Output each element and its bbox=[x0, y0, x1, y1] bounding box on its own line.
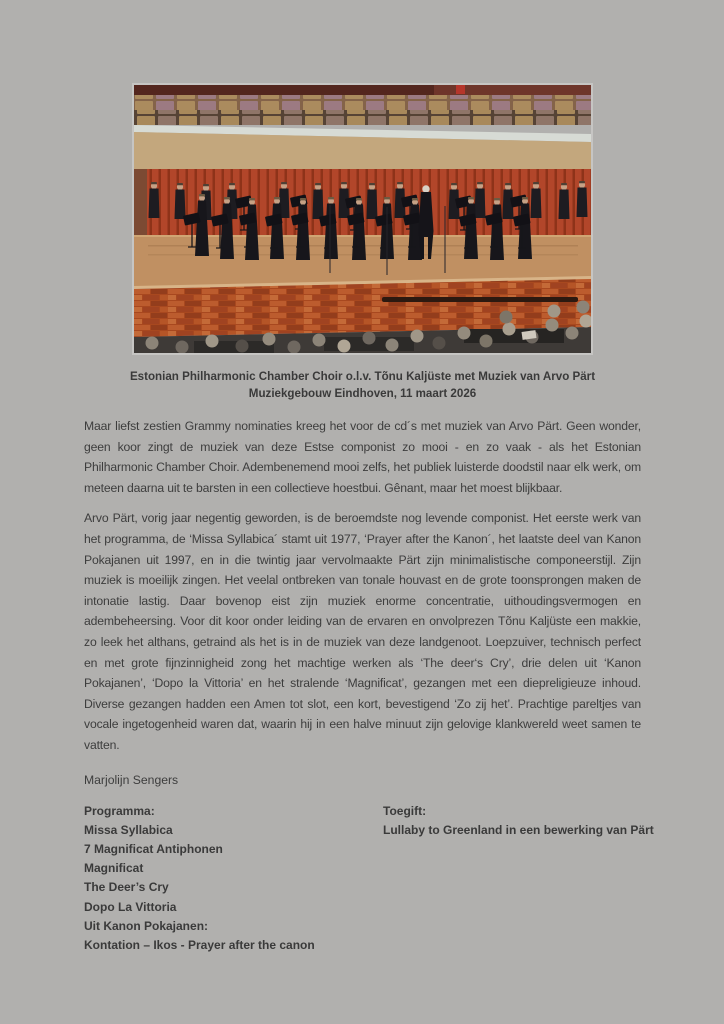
program-item: 7 Magnificat Antiphonen bbox=[84, 841, 223, 856]
program-item: Kontation – Ikos - Prayer after the canon bbox=[84, 937, 315, 952]
program-heading: Programma: bbox=[84, 803, 155, 818]
program-section bbox=[84, 802, 654, 956]
photo-caption bbox=[84, 369, 641, 402]
review-paragraph-1: Maar liefst zestien Grammy nominaties kreeg het voor de cd´s met muziek van Arvo Pärt. Geen wonder, geen koor zingt de muziek van deze Estse componist zo mooi - en zo vaak - als het Estonian Philharmonic Chamber Choir. Adembenemend mooi zelfs, het publiek luisterde doodstil naar elk werk, om meteen daarna uit te barsten in een collectieve hoestbui. Gênant, maar het moest blijkbaar. bbox=[84, 419, 641, 495]
program-item: The Deer’s Cry bbox=[84, 880, 169, 895]
caption-line-2: Muziekgebouw Eindhoven, 11 maart 2026 bbox=[248, 386, 477, 400]
encore-column bbox=[383, 802, 654, 956]
choir-photo bbox=[132, 83, 593, 355]
program-item: Dopo La Vittoria bbox=[84, 899, 177, 914]
caption-line-1: Estonian Philharmonic Chamber Choir o.l.v. Tõnu Kaljüste met Muziek van Arvo Pärt bbox=[129, 370, 596, 383]
program-column bbox=[84, 802, 383, 956]
encore-item: Lullaby to Greenland in een bewerking van Pärt bbox=[383, 822, 654, 837]
choir-photo-illustration bbox=[134, 85, 591, 353]
program-item: Missa Syllabica bbox=[84, 822, 173, 837]
program-item: Magnificat bbox=[84, 861, 144, 876]
program-item: Uit Kanon Pokajanen: bbox=[84, 918, 209, 933]
byline: Marjolijn Sengers bbox=[84, 772, 179, 787]
review-paragraph-2: Arvo Pärt, vorig jaar negentig geworden, is de beroemdste nog levende componist. Het eerste werk van het programma, de ‘Missa Syllabica´ stamt uit 1977, ‘Prayer after the Kanon´, het laatste deel van Kanon Pokajanen uit 1997, en in die twintig jaar vervolmaakte Pärt zijn minimalistische componeerstijl. Zijn muziek is moeilijk zingen. Het veelal ontbreken van tonale houvast en de grote toonsprongen maken de intonatie lastig. Daar bovenop eist zijn muziek enorme concentratie, uithoudingsvermogen en adembeheersing. Voor dit koor onder leiding van de ervaren en onvolprezen Tõnu Kaljüste een makkie, zo leek het althans, getraind als het is in de muziek van deze landgenoot. Loepzuiver, technisch perfect en met grote fijnzinnigheid zong het machtige werken als ‘The deer‘s Cry’, drie delen uit ‘Kanon Pokajanen’, ‘Dopo la Vittoria’ en het stralende ‘Magnificat’, gezangen met een diepreligieuze inhoud. Diverse gezangen hadden een Amen tot slot, een kort, bevestigend ‘Zo zij het’. Prachtige pareltjes van vocale ingetogenheid waren dat, waarin hij in een halve minuut zijn gelovige klankwereld weet samen te vatten. bbox=[84, 511, 641, 752]
encore-heading: Toegift: bbox=[383, 803, 427, 818]
